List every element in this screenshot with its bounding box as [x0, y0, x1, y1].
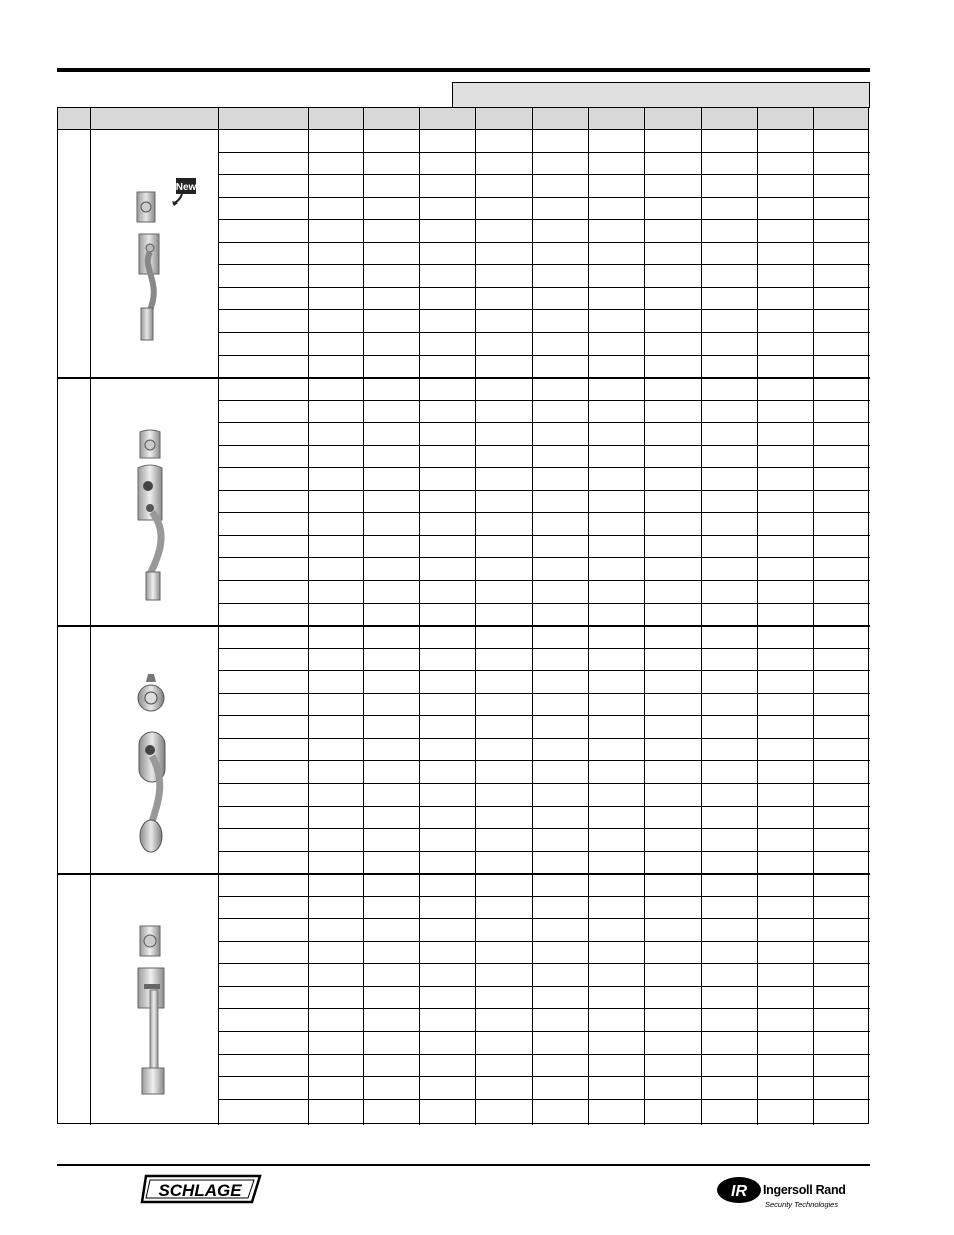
handleset-rectangular-escutcheon-icon	[136, 924, 170, 1096]
group-separator	[58, 625, 870, 627]
table-row-line	[218, 355, 870, 356]
table-row-line	[218, 219, 870, 220]
table-row-line	[218, 1054, 870, 1055]
table-row-line	[218, 715, 870, 716]
handleset-oval-escutcheon-icon	[134, 672, 170, 856]
table-row-line	[218, 693, 870, 694]
new-badge-text: New	[175, 182, 197, 193]
table-row-line	[218, 332, 870, 333]
ingersoll-rand-name: Ingersoll Rand	[763, 1183, 846, 1197]
top-rule	[57, 68, 870, 72]
table-row-line	[218, 512, 870, 513]
grid-column-line	[588, 108, 589, 1125]
table-row-line	[218, 467, 870, 468]
grid-column-line	[475, 108, 476, 1125]
table-row-line	[218, 400, 870, 401]
table-row-line	[218, 828, 870, 829]
grid-column-line	[757, 108, 758, 1125]
grid-column-line	[644, 108, 645, 1125]
finish-header-cell	[452, 82, 870, 108]
table-row-line	[218, 264, 870, 265]
grid-column-line	[218, 108, 219, 1125]
grid-column-line	[90, 108, 91, 1125]
table-row-line	[218, 986, 870, 987]
grid-column-line	[532, 108, 533, 1125]
grid-column-line	[308, 108, 309, 1125]
table-row-line	[218, 670, 870, 671]
ingersoll-rand-tagline: Security Technologies	[765, 1200, 839, 1209]
product-finish-grid	[57, 107, 869, 1124]
table-row-line	[218, 603, 870, 604]
table-row-line	[218, 896, 870, 897]
table-row-line	[218, 963, 870, 964]
table-row-line	[218, 738, 870, 739]
table-row-line	[218, 851, 870, 852]
table-row-line	[218, 287, 870, 288]
table-row-line	[218, 1031, 870, 1032]
table-row-line	[218, 806, 870, 807]
table-row-line	[218, 152, 870, 153]
schlage-logo-text: SCHLAGE	[158, 1181, 242, 1200]
table-row-line	[218, 918, 870, 919]
grid-header-row	[58, 108, 868, 130]
table-row-line	[218, 1008, 870, 1009]
table-row-line	[218, 490, 870, 491]
grid-column-line	[701, 108, 702, 1125]
table-row-line	[218, 941, 870, 942]
schlage-logo	[140, 1172, 265, 1206]
group-separator	[58, 377, 870, 379]
table-row-line	[218, 1099, 870, 1100]
table-row-line	[218, 309, 870, 310]
table-row-line	[218, 197, 870, 198]
table-row-line	[218, 760, 870, 761]
ir-mark-text: IR	[731, 1183, 747, 1200]
new-badge-icon	[172, 176, 198, 206]
table-row-line	[218, 445, 870, 446]
grid-column-line	[419, 108, 420, 1125]
table-row-line	[218, 242, 870, 243]
table-row-line	[218, 422, 870, 423]
table-row-line	[218, 535, 870, 536]
handleset-square-escutcheon-icon	[133, 188, 167, 346]
table-row-line	[218, 580, 870, 581]
bottom-rule	[57, 1164, 870, 1166]
table-row-line	[218, 174, 870, 175]
grid-column-line	[813, 108, 814, 1125]
table-row-line	[218, 557, 870, 558]
table-row-line	[218, 1076, 870, 1077]
grid-column-line	[363, 108, 364, 1125]
group-separator	[58, 873, 870, 875]
table-row-line	[218, 648, 870, 649]
handleset-arched-escutcheon-icon	[134, 428, 170, 604]
table-row-line	[218, 783, 870, 784]
